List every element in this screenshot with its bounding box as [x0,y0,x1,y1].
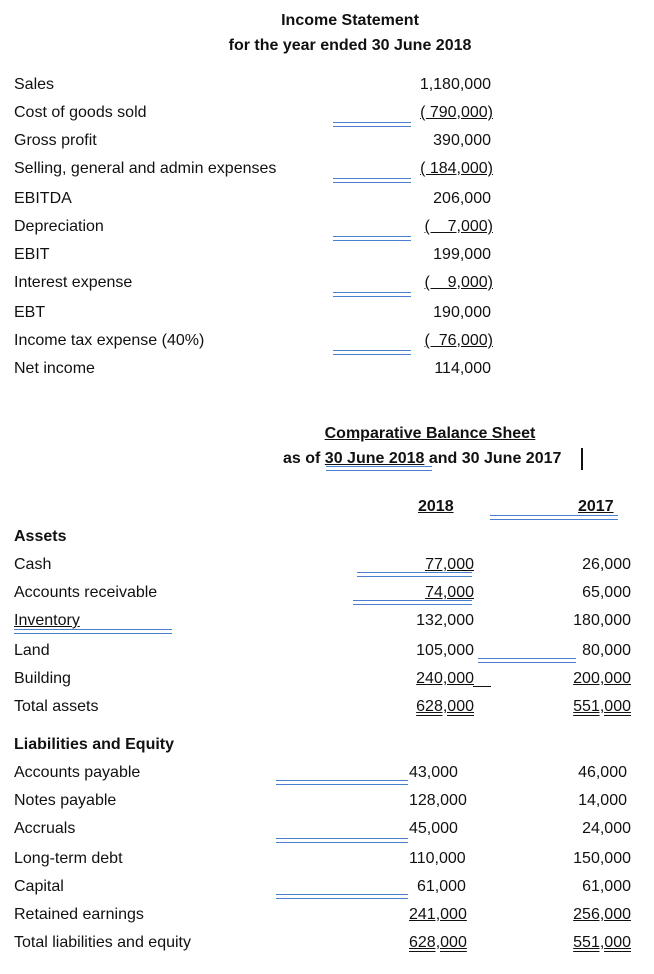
bs-value-2018: 241,000 [409,906,467,923]
revision-mark [333,122,411,127]
bs-row-label: Inventory [14,612,80,629]
bs-value-2017: 14,000 [578,792,627,809]
revision-mark [478,658,576,663]
underline-segment [473,686,491,687]
bs-value-2017: 551,000 [573,698,631,715]
bs-value-2018: 132,000 [416,612,474,629]
col-header-2018: 2018 [418,498,454,515]
bs-value-2018: 43,000 [409,764,458,781]
bs-value-2017: 65,000 [582,584,631,601]
is-row-value: 199,000 [433,246,491,263]
bs-value-2017: 200,000 [573,670,631,687]
bs-row-label: Cash [14,556,52,573]
revision-mark [353,600,472,605]
bs-row-label: Total liabilities and equity [14,934,191,951]
is-row-label: Sales [14,76,55,93]
bs-value-2017: 61,000 [582,878,631,895]
income-statement-subtitle: for the year ended 30 June 2018 [228,37,472,54]
bs-value-2017: 150,000 [573,850,631,867]
bs-value-2018: 240,000 [416,670,474,687]
bs-value-2017: 256,000 [573,906,631,923]
bs-row-label: Retained earnings [14,906,144,923]
col-header-2017: 2017 [578,498,614,515]
bs-row-label: Total assets [14,698,99,715]
is-row-label: Income tax expense (40%) [14,332,205,349]
bs-value-2018: 74,000 [425,584,474,601]
bs-row-label: Notes payable [14,792,117,809]
revision-mark [357,572,472,577]
is-row-value: 206,000 [433,190,491,207]
is-row-value: ( 7,000) [424,218,493,235]
subtitle-suffix: and 30 June 2017 [424,450,562,467]
bs-value-2018: 628,000 [416,698,474,715]
is-row-label: EBIT [14,246,50,263]
revision-mark [276,780,408,785]
bs-value-2018: 128,000 [409,792,467,809]
is-row-value: 114,000 [434,360,491,377]
is-row-label: Interest expense [14,274,133,291]
bs-row-label: Accruals [14,820,76,837]
bs-row-label: Accounts payable [14,764,141,781]
is-row-value: 190,000 [433,304,491,321]
subtitle-date-2018: 30 June 2018 [324,450,425,467]
bs-value-2018: 61,000 [417,878,466,895]
balance-sheet-title: Comparative Balance Sheet [324,425,536,442]
revision-mark [333,178,411,183]
revision-mark [333,236,411,241]
bs-row-label: Long-term debt [14,850,123,867]
bs-value-2017: 180,000 [573,612,631,629]
is-row-label: Gross profit [14,132,97,149]
liabilities-heading: Liabilities and Equity [14,736,175,753]
bs-value-2017: 26,000 [582,556,631,573]
bs-row-label: Accounts receivable [14,584,158,601]
bs-row-label: Building [14,670,71,687]
subtitle-prefix: as of [283,450,325,467]
revision-mark [14,629,172,634]
bs-value-2018: 77,000 [425,556,474,573]
is-row-label: Net income [14,360,95,377]
bs-value-2017: 24,000 [582,820,631,837]
revision-mark [276,894,408,899]
bs-value-2018: 110,000 [409,850,466,867]
bs-value-2018: 628,000 [409,934,467,951]
revision-mark [276,838,408,843]
revision-mark [326,466,432,471]
is-row-value: 390,000 [433,132,491,149]
bs-value-2018: 45,000 [409,820,458,837]
is-row-value: ( 790,000) [420,104,493,121]
bs-value-2017: 551,000 [573,934,631,951]
bs-row-label: Land [14,642,50,659]
is-row-value: ( 184,000) [420,160,493,177]
bs-row-label: Capital [14,878,64,895]
income-statement-title: Income Statement [281,12,419,29]
is-row-value: ( 9,000) [424,274,493,291]
revision-mark [333,350,411,355]
revision-mark [490,515,618,520]
text-cursor [581,448,583,470]
is-row-label: Depreciation [14,218,104,235]
is-row-label: EBITDA [14,190,72,207]
bs-value-2018: 105,000 [416,642,474,659]
revision-mark [333,292,411,297]
is-row-value: ( 76,000) [424,332,493,349]
assets-heading: Assets [14,528,67,545]
is-row-label: Selling, general and admin expenses [14,160,277,177]
is-row-label: Cost of goods sold [14,104,147,121]
bs-value-2017: 46,000 [578,764,627,781]
is-row-value: 1,180,000 [419,76,491,93]
is-row-label: EBT [14,304,46,321]
bs-value-2017: 80,000 [582,642,631,659]
